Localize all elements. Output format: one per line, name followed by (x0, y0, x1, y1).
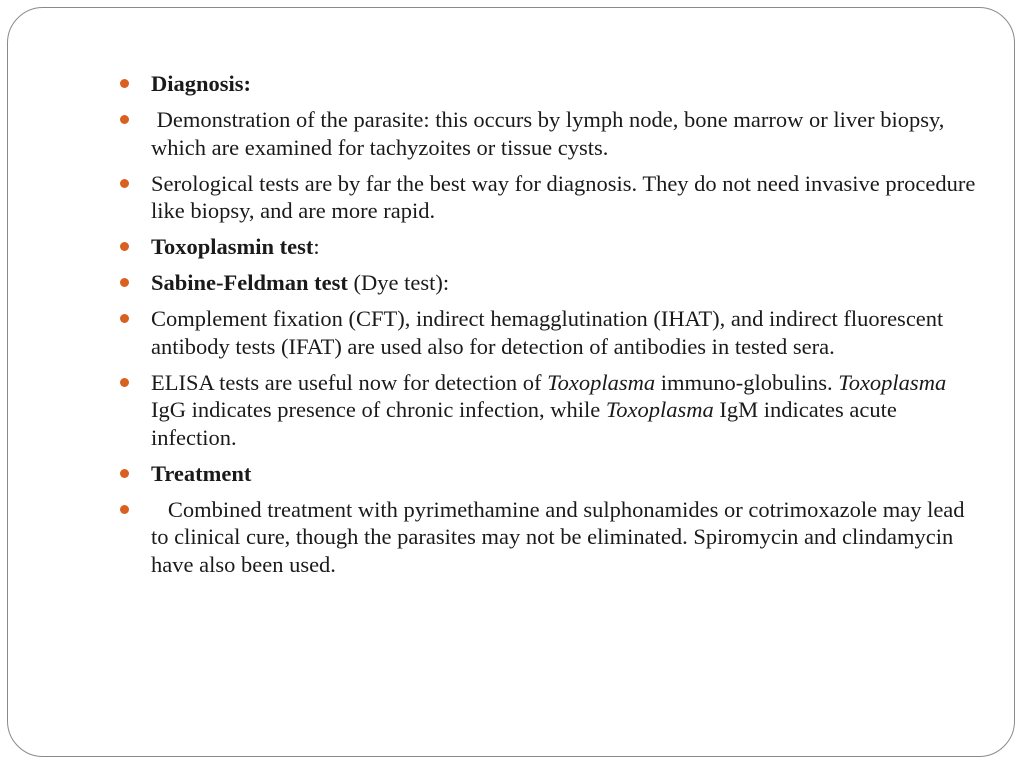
bullet-item-diagnosis (116, 70, 976, 98)
bullet-item-treatment (116, 460, 976, 488)
bullet-dot-icon (120, 79, 129, 88)
bullet-item-complement-fixation (116, 305, 976, 360)
complement-fixation-text: Complement fixation (CFT), indirect hemagglutination (IHAT), and indirect fluorescent antibody tests (IFAT) are used also for detection of antibodies in tested sera. (151, 306, 944, 359)
bullet-item-demonstration (116, 106, 976, 161)
toxoplasma-term: Toxoplasma (605, 397, 714, 422)
bullet-list (116, 70, 976, 587)
elisa-text-1: ELISA tests are useful now for detection of (151, 369, 548, 395)
toxoplasmin-colon: : (313, 234, 320, 259)
bullet-item-toxoplasmin (116, 233, 976, 261)
combined-treatment-text: Combined treatment with pyrimethamine and sulphonamides or cotrimoxazole may lead to clinical cure, though the parasites may not be eliminated. Spiromycin and clindamycin have also been used. (151, 496, 971, 577)
bullet-item-combined-treatment (116, 496, 976, 579)
serological-text: Serological tests are by far the best way for diagnosis. They do not need invasive procedure like biopsy, and are more rapid. (151, 170, 976, 223)
bullet-dot-icon (120, 115, 129, 124)
demonstration-text: Demonstration of the parasite: this occurs by lymph node, bone marrow or liver biopsy, which are examined for tachyzoites or tissue cysts. (151, 107, 950, 160)
bullet-item-elisa (116, 369, 976, 452)
toxoplasma-term: Toxoplasma (547, 369, 656, 395)
elisa-text-2: immuno-globulins. (655, 369, 839, 395)
elisa-text-4: IgM indicates acute infection. (151, 397, 897, 450)
toxoplasma-term: Toxoplasma (838, 369, 947, 395)
diagnosis-heading: Diagnosis: (151, 71, 252, 96)
bullet-dot-icon (120, 314, 129, 323)
bullet-dot-icon (120, 278, 129, 287)
bullet-dot-icon (120, 505, 129, 514)
bullet-dot-icon (120, 469, 129, 478)
bullet-item-serological (116, 170, 976, 225)
slide-frame (7, 7, 1015, 757)
sabine-feldman-heading: Sabine-Feldman test (151, 270, 348, 295)
elisa-text-3: IgG indicates presence of chronic infection, while (151, 397, 606, 422)
treatment-heading: Treatment (151, 460, 252, 486)
toxoplasmin-heading: Toxoplasmin test (151, 234, 314, 259)
bullet-item-sabine-feldman (116, 269, 976, 297)
bullet-dot-icon (120, 378, 129, 387)
bullet-dot-icon (120, 242, 129, 251)
bullet-dot-icon (120, 179, 129, 188)
sabine-feldman-subtext: (Dye test): (347, 270, 450, 295)
